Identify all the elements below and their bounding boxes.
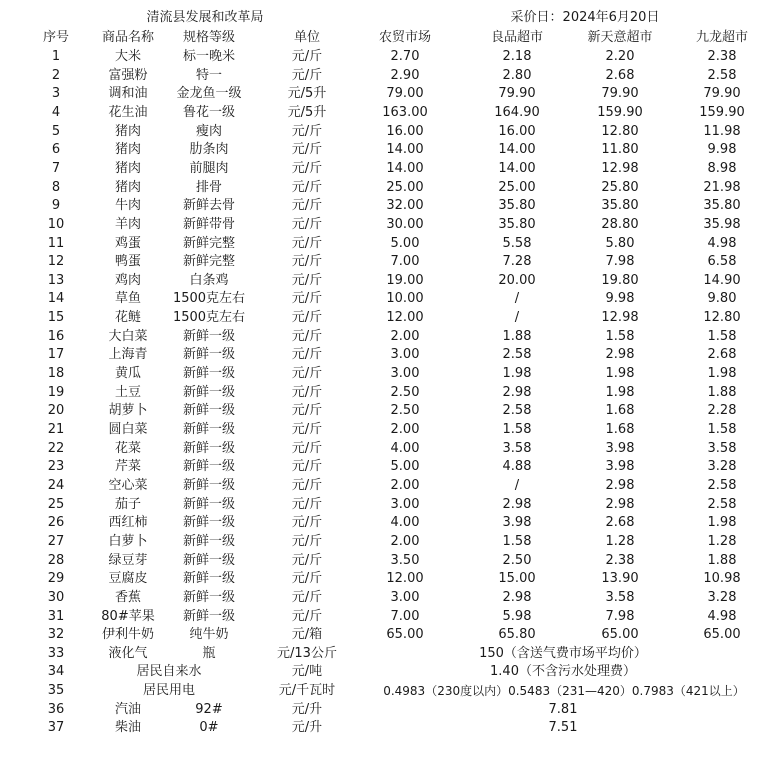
cell-xintianyi: 1.28	[605, 533, 635, 549]
cell-nongmao: 19.00	[386, 272, 424, 288]
cell-xintianyi: 2.38	[605, 552, 635, 568]
cell-unit: 元/斤	[291, 142, 323, 158]
cell-xintianyi: 2.98	[605, 477, 635, 493]
cell-liangpin: /	[514, 310, 520, 326]
cell-liangpin: 5.98	[502, 608, 532, 624]
cell-spec: 新鲜一级	[182, 347, 235, 363]
cell-xintianyi: 12.80	[601, 123, 639, 139]
cell-spec: 金龙鱼一级	[176, 86, 242, 102]
cell-jiulong: 35.98	[703, 216, 741, 232]
cell-jiulong: 2.68	[707, 347, 737, 363]
cell-spec: 前腿肉	[189, 160, 229, 176]
cell-unit: 元/斤	[291, 533, 323, 549]
cell-spec: 鲁花一级	[182, 104, 235, 120]
cell-liangpin: 14.00	[498, 160, 536, 176]
cell-nongmao: 3.00	[390, 496, 420, 512]
cell-spec: 新鲜一级	[182, 366, 235, 382]
cell-no: 24	[47, 477, 65, 493]
cell-liangpin: 164.90	[494, 104, 540, 120]
cell-jiulong: 4.98	[707, 608, 737, 624]
cell-xintianyi: 25.80	[601, 179, 639, 195]
cell-no: 5	[51, 123, 61, 139]
cell-jiulong: 35.80	[703, 198, 741, 214]
cell-nongmao: 3.00	[390, 347, 420, 363]
cell-spec: 瘦肉	[195, 123, 222, 139]
cell-liangpin: 25.00	[498, 179, 536, 195]
cell-unit: 元/斤	[291, 123, 323, 139]
cell-name: 汽油	[114, 701, 141, 717]
cell-name: 草鱼	[114, 291, 141, 307]
cell-spec: 新鲜一级	[182, 589, 235, 605]
cell-xintianyi: 5.80	[605, 235, 635, 251]
cell-unit: 元/斤	[291, 366, 323, 382]
header-spec: 规格等级	[182, 30, 235, 45]
cell-nongmao: 12.00	[386, 571, 424, 587]
cell-jiulong: 6.58	[707, 254, 737, 270]
cell-spec: 新鲜一级	[182, 496, 235, 512]
cell-jiulong: 1.88	[707, 384, 737, 400]
cell-unit: 元/斤	[291, 272, 323, 288]
cell-no: 23	[47, 459, 65, 475]
cell-liangpin: 35.80	[498, 198, 536, 214]
cell-unit: 元/升	[291, 720, 323, 736]
cell-unit: 元/斤	[291, 552, 323, 568]
cell-name: 柴油	[114, 720, 141, 736]
cell-nongmao: 2.00	[390, 477, 420, 493]
cell-xintianyi: 28.80	[601, 216, 639, 232]
cell-value-merged: 7.81	[548, 701, 578, 717]
cell-nongmao: 32.00	[386, 198, 424, 214]
cell-nongmao: 10.00	[386, 291, 424, 307]
cell-no: 25	[47, 496, 65, 512]
cell-no: 31	[47, 608, 65, 624]
cell-nongmao: 2.00	[390, 422, 420, 437]
cell-spec: 新鲜一级	[182, 440, 235, 456]
cell-value-merged: 0.4983（230度以内）0.5483（231—420）0.7983（421以上）	[383, 684, 745, 699]
cell-no: 3	[51, 86, 61, 102]
cell-jiulong: 3.28	[707, 589, 737, 605]
cell-unit: 元/千瓦时	[278, 683, 336, 699]
cell-unit: 元/斤	[291, 179, 323, 195]
cell-nongmao: 5.00	[390, 459, 420, 475]
cell-jiulong: 2.38	[707, 49, 737, 64]
cell-nongmao: 30.00	[386, 216, 424, 232]
cell-name: 羊肉	[114, 216, 141, 232]
cell-unit: 元/斤	[291, 403, 323, 419]
cell-nongmao: 14.00	[386, 142, 424, 158]
cell-liangpin: 5.58	[502, 235, 532, 251]
cell-no: 29	[47, 571, 65, 587]
cell-liangpin: 2.58	[502, 403, 532, 419]
cell-spec: 新鲜完整	[182, 254, 235, 270]
cell-spec: 新鲜一级	[182, 422, 235, 437]
cell-spec: 新鲜一级	[182, 571, 235, 587]
cell-spec: 新鲜一级	[182, 328, 235, 344]
cell-spec: 92#	[195, 701, 223, 717]
cell-name: 牛肉	[114, 198, 141, 214]
cell-no: 19	[47, 384, 65, 400]
cell-spec: 新鲜一级	[182, 533, 235, 549]
cell-name: 芹菜	[114, 459, 141, 475]
cell-liangpin: 20.00	[498, 272, 536, 288]
cell-no: 32	[47, 627, 65, 643]
cell-unit: 元/斤	[291, 459, 323, 475]
cell-name: 西红柿	[108, 515, 148, 531]
cell-jiulong: 8.98	[707, 160, 737, 176]
cell-liangpin: 7.28	[502, 254, 532, 270]
cell-unit: 元/斤	[291, 291, 323, 307]
cell-xintianyi: 65.00	[601, 627, 639, 643]
cell-no: 14	[47, 291, 65, 307]
cell-spec: 新鲜一级	[182, 384, 235, 400]
cell-spec: 新鲜一级	[182, 608, 235, 624]
cell-jiulong: 3.28	[707, 459, 737, 475]
cell-name: 花菜	[114, 440, 141, 456]
cell-name: 猪肉	[114, 123, 141, 139]
cell-name: 圆白菜	[108, 422, 148, 437]
cell-xintianyi: 2.98	[605, 496, 635, 512]
cell-nongmao: 3.00	[390, 589, 420, 605]
cell-liangpin: 1.58	[502, 422, 532, 437]
cell-nongmao: 2.00	[390, 533, 420, 549]
cell-name: 大米	[114, 49, 141, 64]
cell-no: 18	[47, 366, 65, 382]
cell-nongmao: 14.00	[386, 160, 424, 176]
cell-liangpin: 2.98	[502, 589, 532, 605]
survey-date: 采价日：2024年6月20日	[510, 10, 660, 25]
cell-liangpin: 35.80	[498, 216, 536, 232]
cell-jiulong: 1.98	[707, 366, 737, 382]
cell-no: 8	[51, 179, 61, 195]
header-nongmao: 农贸市场	[378, 30, 431, 45]
cell-unit: 元/斤	[291, 496, 323, 512]
cell-liangpin: 15.00	[498, 571, 536, 587]
cell-nongmao: 5.00	[390, 235, 420, 251]
cell-nongmao: 65.00	[386, 627, 424, 643]
cell-liangpin: 65.80	[498, 627, 536, 643]
cell-xintianyi: 1.58	[605, 328, 635, 344]
cell-unit: 元/斤	[291, 571, 323, 587]
cell-name: 调和油	[108, 86, 148, 102]
cell-nongmao: 7.00	[390, 608, 420, 624]
cell-xintianyi: 19.80	[601, 272, 639, 288]
cell-xintianyi: 1.98	[605, 384, 635, 400]
cell-jiulong: 159.90	[699, 104, 745, 120]
cell-xintianyi: 13.90	[601, 571, 639, 587]
cell-unit: 元/斤	[291, 477, 323, 493]
cell-no: 7	[51, 160, 61, 176]
cell-no: 4	[51, 104, 61, 120]
cell-name-merged: 居民用电	[142, 683, 195, 699]
cell-name-merged: 居民自来水	[136, 664, 202, 680]
cell-jiulong: 9.98	[707, 142, 737, 158]
cell-no: 37	[47, 720, 65, 736]
cell-no: 20	[47, 403, 65, 419]
cell-spec: 瓶	[202, 645, 216, 661]
cell-unit: 元/斤	[291, 347, 323, 363]
cell-jiulong: 79.90	[703, 86, 741, 102]
cell-unit: 元/斤	[291, 216, 323, 232]
cell-nongmao: 16.00	[386, 123, 424, 139]
cell-name: 花鲢	[114, 310, 141, 326]
cell-unit: 元/箱	[291, 627, 323, 643]
cell-liangpin: 4.88	[502, 459, 532, 475]
header-unit: 单位	[293, 30, 320, 45]
cell-nongmao: 12.00	[386, 310, 424, 326]
cell-liangpin: 1.88	[502, 328, 532, 344]
cell-no: 28	[47, 552, 65, 568]
cell-no: 16	[47, 328, 65, 344]
cell-jiulong: 10.98	[703, 571, 741, 587]
cell-liangpin: 3.98	[502, 515, 532, 531]
cell-name: 花生油	[108, 104, 148, 120]
cell-xintianyi: 12.98	[601, 310, 639, 326]
cell-liangpin: 2.18	[502, 49, 532, 64]
cell-spec: 新鲜去骨	[182, 198, 235, 214]
cell-xintianyi: 35.80	[601, 198, 639, 214]
cell-no: 35	[47, 683, 65, 699]
cell-spec: 特一	[195, 67, 222, 83]
cell-nongmao: 2.70	[390, 49, 420, 64]
cell-no: 9	[51, 198, 61, 214]
header-jiulong: 九龙超市	[695, 30, 748, 45]
cell-unit: 元/斤	[291, 422, 323, 437]
cell-nongmao: 2.00	[390, 328, 420, 344]
cell-nongmao: 7.00	[390, 254, 420, 270]
cell-nongmao: 4.00	[390, 515, 420, 531]
cell-liangpin: /	[514, 291, 520, 307]
cell-xintianyi: 3.58	[605, 589, 635, 605]
cell-name: 猪肉	[114, 142, 141, 158]
cell-spec: 新鲜一级	[182, 459, 235, 475]
cell-no: 34	[47, 664, 65, 680]
cell-name: 黄瓜	[114, 366, 141, 382]
cell-name: 土豆	[114, 384, 141, 400]
cell-no: 10	[47, 216, 65, 232]
cell-unit: 元/斤	[291, 515, 323, 531]
cell-jiulong: 2.58	[707, 477, 737, 493]
cell-spec: 纯牛奶	[189, 627, 229, 643]
cell-jiulong: 2.58	[707, 496, 737, 512]
cell-name: 80#苹果	[101, 608, 155, 624]
cell-jiulong: 1.28	[707, 533, 737, 549]
cell-nongmao: 2.90	[390, 67, 420, 83]
cell-spec: 新鲜一级	[182, 477, 235, 493]
cell-spec: 新鲜一级	[182, 515, 235, 531]
cell-unit: 元/斤	[291, 440, 323, 456]
cell-unit: 元/斤	[291, 67, 323, 83]
header-no: 序号	[42, 30, 69, 45]
cell-liangpin: 16.00	[498, 123, 536, 139]
cell-xintianyi: 9.98	[605, 291, 635, 307]
cell-nongmao: 79.00	[386, 86, 424, 102]
cell-xintianyi: 7.98	[605, 608, 635, 624]
cell-no: 6	[51, 142, 61, 158]
header-name: 商品名称	[101, 30, 154, 45]
cell-name: 液化气	[108, 645, 148, 661]
cell-liangpin: 2.58	[502, 347, 532, 363]
cell-xintianyi: 2.68	[605, 67, 635, 83]
cell-jiulong: 65.00	[703, 627, 741, 643]
cell-nongmao: 3.00	[390, 366, 420, 382]
cell-xintianyi: 1.68	[605, 422, 635, 437]
cell-xintianyi: 159.90	[597, 104, 643, 120]
cell-name: 鸡肉	[114, 272, 141, 288]
cell-unit: 元/斤	[291, 235, 323, 251]
cell-unit: 元/升	[291, 701, 323, 717]
cell-jiulong: 11.98	[703, 123, 741, 139]
cell-name: 白萝卜	[108, 533, 148, 549]
cell-no: 13	[47, 272, 65, 288]
cell-jiulong: 1.58	[707, 422, 737, 437]
cell-name: 鸡蛋	[114, 235, 141, 251]
cell-jiulong: 21.98	[703, 179, 741, 195]
cell-unit: 元/斤	[291, 254, 323, 270]
cell-name: 香蕉	[114, 589, 141, 605]
cell-jiulong: 12.80	[703, 310, 741, 326]
cell-no: 30	[47, 589, 65, 605]
cell-jiulong: 1.58	[707, 328, 737, 344]
cell-jiulong: 9.80	[707, 291, 737, 307]
cell-unit: 元/斤	[291, 310, 323, 326]
cell-name: 大白菜	[108, 328, 148, 344]
cell-no: 27	[47, 533, 65, 549]
cell-no: 2	[51, 67, 61, 83]
cell-nongmao: 163.00	[382, 104, 428, 120]
cell-unit: 元/吨	[291, 664, 323, 680]
cell-unit: 元/斤	[291, 589, 323, 605]
cell-name: 豆腐皮	[108, 571, 148, 587]
cell-unit: 元/斤	[291, 49, 323, 64]
cell-name: 伊利牛奶	[101, 627, 154, 643]
cell-name: 绿豆芽	[108, 552, 148, 568]
cell-jiulong: 4.98	[707, 235, 737, 251]
cell-xintianyi: 2.68	[605, 515, 635, 531]
cell-liangpin: 1.98	[502, 366, 532, 382]
cell-unit: 元/5升	[287, 104, 327, 120]
cell-name: 鸭蛋	[114, 254, 141, 270]
cell-name: 富强粉	[108, 67, 148, 83]
cell-liangpin: 1.58	[502, 533, 532, 549]
cell-nongmao: 3.50	[390, 552, 420, 568]
cell-name: 胡萝卜	[108, 403, 148, 419]
cell-xintianyi: 12.98	[601, 160, 639, 176]
cell-no: 1	[51, 49, 61, 64]
header-liangpin: 良品超市	[490, 30, 543, 45]
cell-spec: 新鲜完整	[182, 235, 235, 251]
cell-spec: 1500克左右	[172, 310, 246, 326]
header-xintianyi: 新天意超市	[587, 30, 653, 45]
cell-spec: 标一晚米	[182, 49, 235, 64]
cell-name: 猪肉	[114, 179, 141, 195]
cell-xintianyi: 79.90	[601, 86, 639, 102]
cell-no: 17	[47, 347, 65, 363]
cell-name: 空心菜	[108, 477, 148, 493]
cell-liangpin: 79.90	[498, 86, 536, 102]
cell-liangpin: 2.50	[502, 552, 532, 568]
cell-unit: 元/斤	[291, 608, 323, 624]
cell-unit: 元/5升	[287, 86, 327, 102]
cell-value-merged: 150（含送气费市场平均价）	[479, 645, 647, 661]
cell-spec: 肋条肉	[189, 142, 229, 158]
cell-nongmao: 2.50	[390, 403, 420, 419]
cell-no: 12	[47, 254, 65, 270]
cell-xintianyi: 3.98	[605, 440, 635, 456]
cell-name: 上海青	[108, 347, 148, 363]
cell-unit: 元/斤	[291, 198, 323, 214]
cell-no: 26	[47, 515, 65, 531]
cell-spec: 排骨	[195, 179, 222, 195]
cell-spec: 新鲜带骨	[182, 216, 235, 232]
cell-spec: 新鲜一级	[182, 552, 235, 568]
cell-spec: 1500克左右	[172, 291, 246, 307]
cell-nongmao: 4.00	[390, 440, 420, 456]
cell-xintianyi: 7.98	[605, 254, 635, 270]
cell-liangpin: 2.80	[502, 67, 532, 83]
cell-xintianyi: 2.20	[605, 49, 635, 64]
cell-jiulong: 2.28	[707, 403, 737, 419]
cell-liangpin: /	[514, 477, 520, 493]
cell-no: 22	[47, 440, 65, 456]
cell-liangpin: 3.58	[502, 440, 532, 456]
cell-jiulong: 1.88	[707, 552, 737, 568]
agency-title: 清流县发展和改革局	[146, 10, 264, 25]
cell-unit: 元/13公斤	[277, 645, 337, 661]
cell-xintianyi: 11.80	[601, 142, 639, 158]
cell-spec: 0#	[199, 720, 219, 736]
cell-jiulong: 3.58	[707, 440, 737, 456]
cell-value-merged: 1.40（不含污水处理费）	[490, 664, 636, 680]
cell-no: 21	[47, 422, 65, 437]
cell-no: 15	[47, 310, 65, 326]
cell-jiulong: 14.90	[703, 272, 741, 288]
cell-no: 36	[47, 701, 65, 717]
cell-spec: 白条鸡	[189, 272, 229, 288]
cell-xintianyi: 2.98	[605, 347, 635, 363]
cell-nongmao: 25.00	[386, 179, 424, 195]
cell-xintianyi: 1.98	[605, 366, 635, 382]
cell-name: 茄子	[114, 496, 141, 512]
cell-unit: 元/斤	[291, 160, 323, 176]
cell-liangpin: 2.98	[502, 496, 532, 512]
cell-liangpin: 2.98	[502, 384, 532, 400]
cell-name: 猪肉	[114, 160, 141, 176]
cell-liangpin: 14.00	[498, 142, 536, 158]
cell-xintianyi: 1.68	[605, 403, 635, 419]
cell-unit: 元/斤	[291, 384, 323, 400]
cell-jiulong: 1.98	[707, 515, 737, 531]
cell-no: 33	[47, 645, 65, 661]
cell-unit: 元/斤	[291, 328, 323, 344]
cell-no: 11	[47, 235, 65, 251]
cell-xintianyi: 3.98	[605, 459, 635, 475]
cell-nongmao: 2.50	[390, 384, 420, 400]
cell-jiulong: 2.58	[707, 67, 737, 83]
cell-spec: 新鲜一级	[182, 403, 235, 419]
cell-value-merged: 7.51	[548, 720, 578, 736]
